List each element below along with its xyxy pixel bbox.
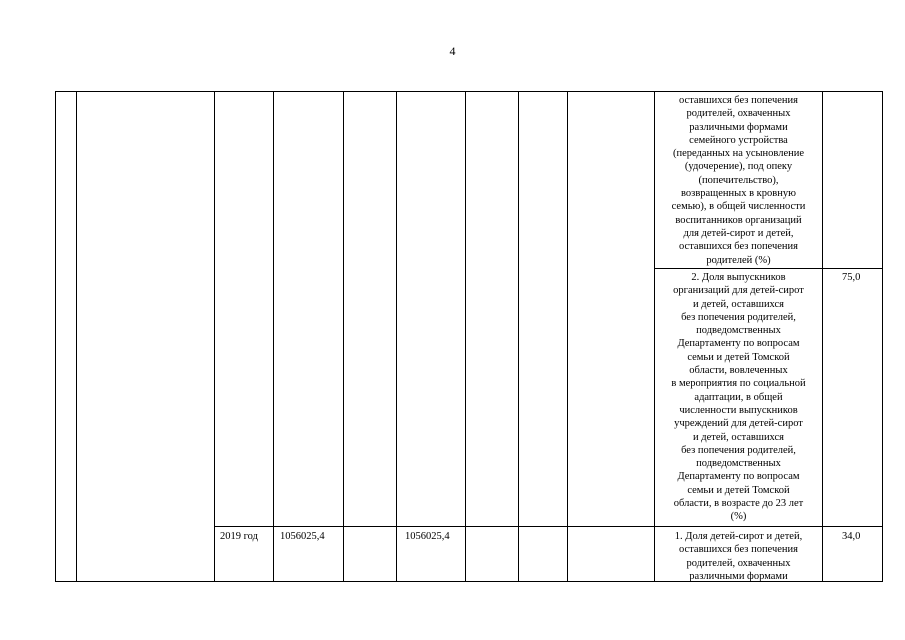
indicator-1-value-2019: 34,0 — [842, 531, 861, 542]
text-line: и детей, оставшихся — [692, 431, 784, 443]
text-line: возвращенных в кровную — [681, 188, 796, 200]
text-line: подведомственных — [696, 458, 781, 470]
column-divider — [273, 91, 274, 582]
text-line: семьи и детей Томской — [687, 484, 790, 496]
text-line: области, в возрасте до 23 лет — [673, 498, 804, 510]
text-line: без попечения родителей, — [681, 311, 796, 323]
text-line: семейного устройства — [689, 134, 788, 146]
text-line: учреждений для детей-сирот — [674, 418, 803, 430]
column-divider — [343, 91, 344, 582]
indicator-1-text-2019 — [655, 530, 822, 583]
text-line: подведомственных — [696, 325, 781, 337]
table-border-right — [882, 91, 883, 582]
total-funding: 1056025,4 — [280, 531, 325, 542]
text-line: родителей, охваченных — [686, 108, 791, 120]
column-divider — [567, 91, 568, 582]
text-line: численности выпускников — [679, 404, 798, 416]
text-line: организаций для детей-сирот — [673, 285, 804, 297]
text-line: области, вовлеченных — [689, 365, 788, 377]
column-divider — [396, 91, 397, 582]
text-line: воспитанников организаций — [675, 214, 802, 226]
text-line: родителей, охваченных — [686, 557, 791, 569]
table-border-left — [55, 91, 56, 582]
indicator-2-value: 75,0 — [842, 272, 861, 283]
text-line: адаптации, в общей — [694, 391, 783, 403]
text-line: Департаменту по вопросам — [677, 471, 800, 483]
column-divider — [76, 91, 77, 582]
text-line: различными формами — [689, 570, 788, 582]
text-line: для детей-сирот и детей, — [683, 227, 794, 239]
year-label: 2019 год — [220, 531, 258, 542]
text-line: семью), в общей численности — [671, 201, 806, 213]
text-line: (удочерение), под опеку — [684, 161, 793, 173]
text-line: (переданных на усыновление — [672, 148, 805, 160]
regional-funding: 1056025,4 — [405, 531, 450, 542]
row-divider — [214, 526, 883, 527]
table-border-top — [55, 91, 883, 92]
text-line: без попечения родителей, — [681, 444, 796, 456]
text-line: в мероприятия по социальной — [671, 378, 806, 390]
text-line: (%) — [730, 511, 747, 523]
column-divider — [518, 91, 519, 582]
text-line: семьи и детей Томской — [687, 351, 790, 363]
text-line: оставшихся без попечения — [679, 544, 798, 556]
text-line: (попечительство), — [698, 174, 779, 186]
text-line: различными формами — [689, 121, 788, 133]
indicator-1-text-continued — [655, 94, 822, 267]
text-line: оставшихся без попечения — [679, 95, 798, 106]
text-line: Департаменту по вопросам — [677, 338, 800, 350]
text-line: 2. Доля выпускников — [691, 272, 786, 283]
text-line: родителей (%) — [706, 254, 771, 266]
row-divider — [654, 268, 883, 269]
column-divider — [822, 91, 823, 582]
column-divider — [214, 91, 215, 582]
text-line: 1. Доля детей-сирот и детей, — [674, 531, 803, 542]
page-number: 4 — [449, 44, 456, 58]
text-line: и детей, оставшихся — [692, 298, 784, 310]
text-line: оставшихся без попечения — [679, 241, 798, 253]
column-divider — [465, 91, 466, 582]
indicator-2-text — [655, 271, 822, 524]
